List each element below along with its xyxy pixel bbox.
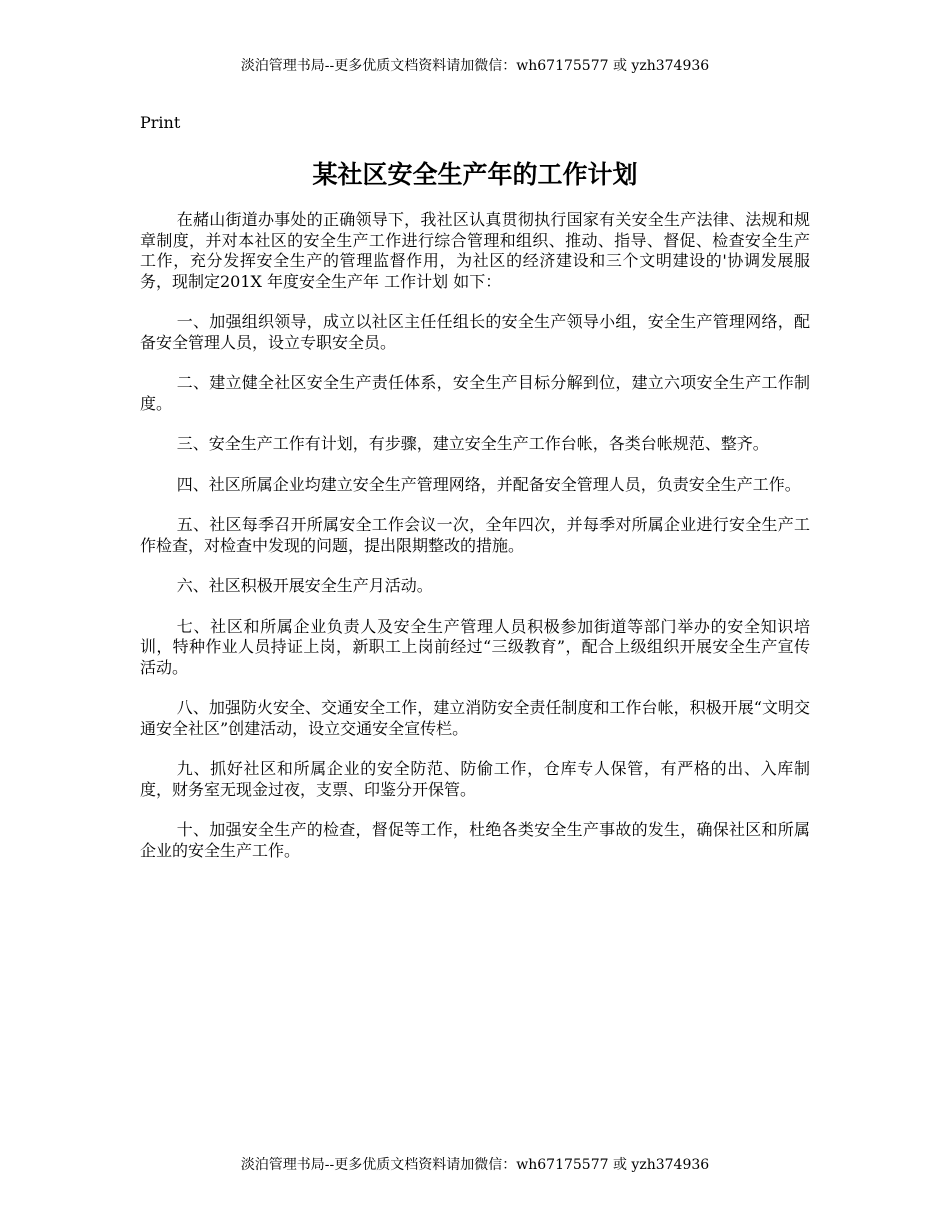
paragraph-item-5: 五、社区每季召开所属安全工作会议一次，全年四次，并每季对所属企业进行安全生产工作检查，对检查中发现的问题，提出限期整改的措施。: [140, 515, 810, 555]
paragraph-item-6: 六、社区积极开展安全生产月活动。: [176, 576, 433, 595]
paragraph-item-3: 三、安全生产工作有计划，有步骤，建立安全生产工作台帐，各类台帐规范、整齐。: [176, 434, 769, 453]
paragraph-item-1: 一、加强组织领导，成立以社区主任任组长的安全生产领导小组，安全生产管理网络，配备安全管理人员，设立专职安全员。: [140, 312, 810, 352]
paragraph-item-9: 九、抓好社区和所属企业的安全防范、防偷工作，仓库专人保管，有严格的出、入库制度，财务室无现金过夜，支票、印鉴分开保管。: [140, 759, 810, 799]
page-header: 淡泊管理书局--更多优质文档资料请加微信：wh67175577 或 yzh374936: [240, 58, 710, 74]
document-title: 某社区安全生产年的工作计划: [312, 160, 638, 189]
paragraph-item-10: 十、加强安全生产的检查，督促等工作，杜绝各类安全生产事故的发生，确保社区和所属企业的安全生产工作。: [140, 820, 810, 860]
paragraph-item-7: 七、社区和所属企业负责人及安全生产管理人员积极参加街道等部门举办的安全知识培训，特种作业人员持证上岗，新职工上岗前经过“三级教育”，配合上级组织开展安全生产宣传活动。: [140, 616, 810, 677]
paragraph-intro: 在赭山街道办事处的正确领导下，我社区认真贯彻执行国家有关安全生产法律、法规和规章制度，并对本社区的安全生产工作进行综合管理和组织、推动、指导、督促、检查安全生产工作，充分发挥安全生产的管理监督作用，为社区的经济建设和三个文明建设的'协调发展服务，现制定201X 年度安全生产年 工作计划 如下：: [140, 210, 810, 291]
document-body: [140, 210, 810, 881]
paragraph-item-2: 二、建立健全社区安全生产责任体系，安全生产目标分解到位，建立六项安全生产工作制度。: [140, 373, 810, 413]
paragraph-item-4: 四、社区所属企业均建立安全生产管理网络，并配备安全管理人员，负责安全生产工作。: [176, 474, 801, 494]
page-footer: 淡泊管理书局--更多优质文档资料请加微信：wh67175577 或 yzh374936: [240, 1157, 710, 1173]
paragraph-item-8: 八、加强防火安全、交通安全工作，建立消防安全责任制度和工作台帐，积极开展“文明交通安全社区”创建活动，设立交通安全宣传栏。: [140, 698, 810, 738]
print-label: Print: [140, 113, 181, 132]
